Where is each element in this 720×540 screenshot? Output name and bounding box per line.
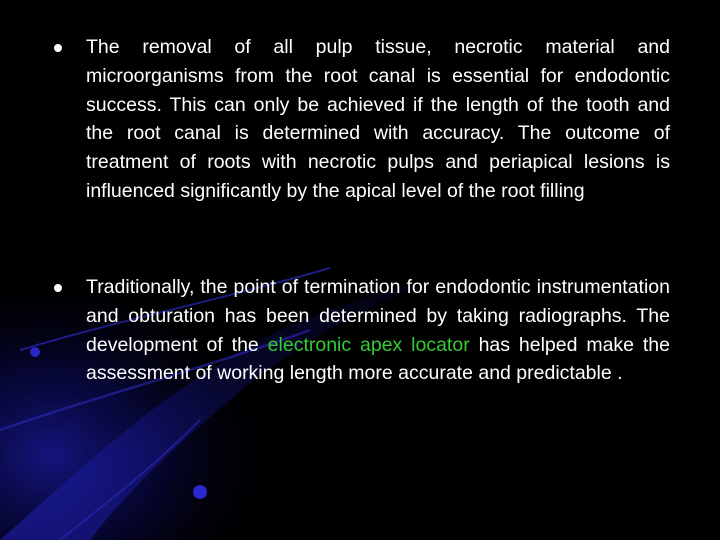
bullet-dot-icon [54, 284, 62, 292]
bullet-text: The removal of all pulp tissue, necrotic material and microorganisms from the root canal is essential for endodontic success. This can only be achieved if the length of the tooth and the root canal is determined with accuracy. The outcome of treatment of roots with necrotic pulps and periapical lesions is influenced significantly by the apical level of the root filling [86, 36, 670, 202]
bullet-text [86, 273, 670, 388]
bullet-text-before: Traditionally, the point of termination for endodontic instrumentation and obturation has been determined by taking radiographs. The development of the [86, 276, 670, 356]
bullet-dot-icon [54, 44, 62, 52]
bullet-text-after: has helped make the assessment of working length more accurate and predictable . [86, 333, 670, 385]
highlight-apex-locator: electronic apex locator [267, 333, 470, 356]
